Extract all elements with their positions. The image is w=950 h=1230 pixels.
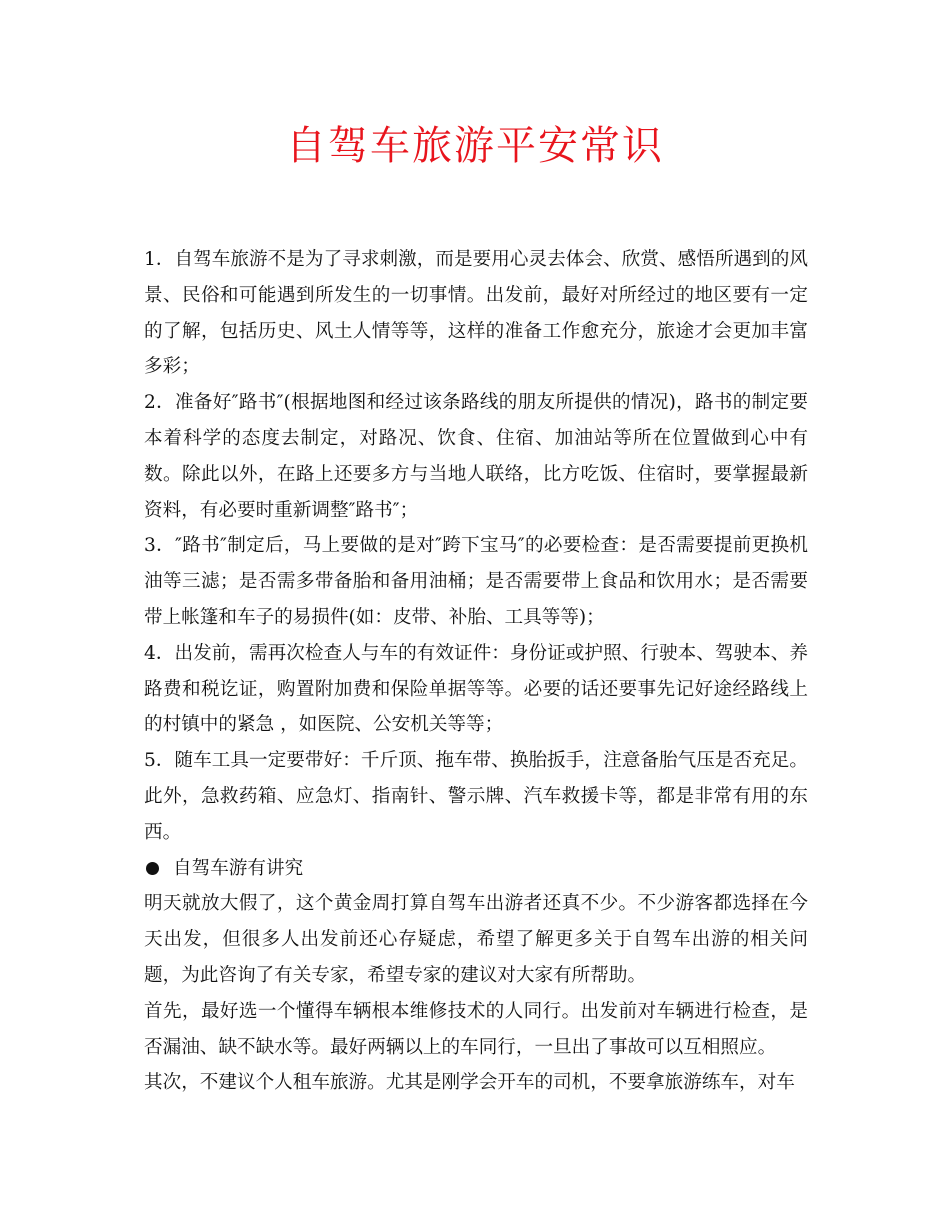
paragraph-7: 首先，最好选一个懂得车辆根本维修技术的人同行。出发前对车辆进行检查，是否漏油、缺不缺水等。最好两辆以上的车同行，一旦出了事故可以互相照应。 <box>144 1000 808 1058</box>
paragraph-4: 4．出发前，需再次检查人与车的有效证件：身份证或护照、行驶本、驾驶本、养路费和税讫证，购置附加费和保险单据等等。必要的话还要事先记好途经路线上的村镇中的紧急 ，如医院、公安机关等等； <box>144 642 808 736</box>
bullet-dot-icon <box>146 862 159 875</box>
paragraph-2: 2．准备好″路书″(根据地图和经过该条路线的朋友所提供的情况)，路书的制定要本着科学的态度去制定，对路况、饮食、住宿、加油站等所在位置做到心中有数。除此以外，在路上还要多方与当地人联络，比方吃饭、住宿时，要掌握最新资料，有必要时重新调整″路书″； <box>144 392 808 521</box>
paragraph-3: 3．″路书″制定后，马上要做的是对″跨下宝马″的必要检查：是否需要提前更换机油等三滤；是否需多带备胎和备用油桶；是否需要带上食品和饮用水；是否需要带上帐篷和车子的易损件(如：皮带、补胎、工具等等)； <box>144 535 808 628</box>
bullet-heading <box>144 851 808 887</box>
bullet-heading-text: 自驾车游有讲究 <box>173 857 304 879</box>
paragraph-1: 1．自驾车旅游不是为了寻求刺激，而是要用心灵去体会、欣赏、感悟所遇到的风景、民俗和可能遇到所发生的一切事情。出发前，最好对所经过的地区要有一定的了解，包括历史、风土人情等等，这样的准备工作愈充分，旅途才会更加丰富多彩； <box>144 249 808 378</box>
paragraph-8: 其次，不建议个人租车旅游。尤其是刚学会开车的司机，不要拿旅游练车，对车 <box>144 1072 795 1094</box>
paragraph-6: 明天就放大假了，这个黄金周打算自驾车出游者还真不少。不少游客都选择在今天出发，但很多人出发前还心存疑虑，希望了解更多关于自驾车出游的相关问题，为此咨询了有关专家，希望专家的建议对大家有所帮助。 <box>144 893 808 986</box>
document-title: 自驾车旅游平安常识 <box>286 123 664 169</box>
document-body <box>144 242 808 1101</box>
paragraph-5: 5．随车工具一定要带好：千斤顶、拖车带、换胎扳手，注意备胎气压是否充足。此外，急救药箱、应急灯、指南针、警示牌、汽车救援卡等，都是非常有用的东西。 <box>144 750 808 843</box>
